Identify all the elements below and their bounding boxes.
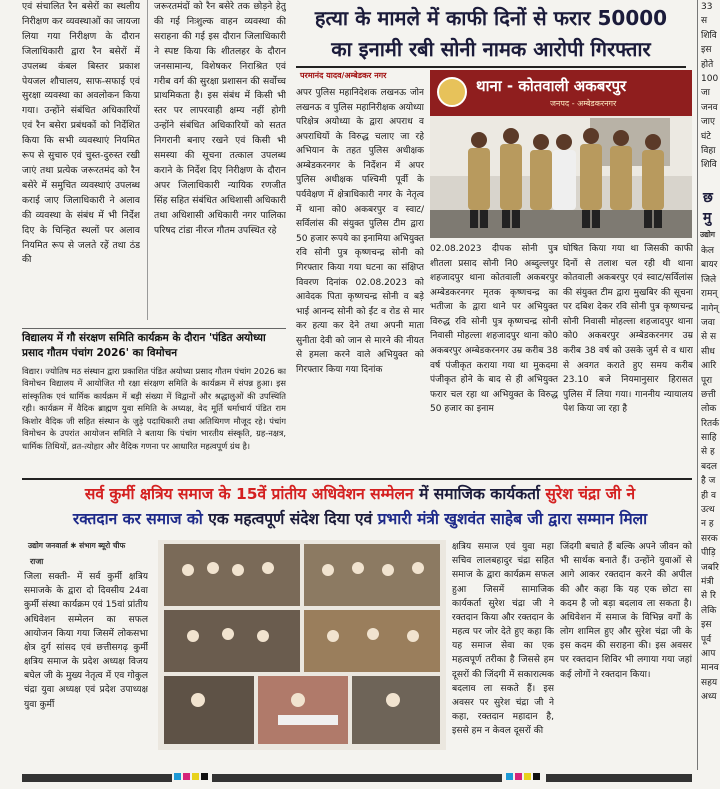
right-strip-big2: मु xyxy=(703,210,712,226)
middle-column-text: जरूरतमंदों को रैन बसेरे तक छोड़ने हेतु की गई निःशुल्क वाहन व्यवस्था की सराहना की गई इस दौरान जिलाधिकारी ने स्पष्ट किया कि शीतलहर के दौरान जनसामान्य, विशेषकर निराश्रित एवं गरीब वर्ग की सुरक्षा प्रशासन की सर्वोच्च प्राथमिकता है। इस संबंध में किसी भी स्तर पर लापरवाही क्षम्य नहीं होगी उन्होंने संबंधित अधिकारियों को सतत निगरानी बनाए रखने एवं किसी भी समस्या की सूचना तत्काल उपलब्ध कराने के निर्देश दिए निरीक्षण के दौरान अपर जिलाधिकारी न्यायिक रणजीत सिंह सहित संबंधित अधिशासी अधिकारी तथा अधिशासी अधिकारी नगर पालिका परिषद टांडा नीरज गौतम उपस्थित रहे xyxy=(154,1,286,236)
headline-rule xyxy=(296,66,686,68)
print-bar-mid xyxy=(212,774,502,782)
police-sign-line1: थाना - कोतवाली अकबरपुर xyxy=(476,77,627,95)
kurmi-headline-line1 xyxy=(22,484,698,504)
section-divider xyxy=(22,478,692,480)
kurmi-col1: जिला सक्ती- में सर्व कुर्मी क्षत्रिय समाजके के द्वारा दो दिवसीय 24वा कुर्मी संस्था कार्यक्रम एवं 15वां प्रांतीय अधिवेशन सम्मेलन का सफल आयोजन किया गया जिसमें लोकसभा क्षेत्र दुर्ग सांसद एवं छत्तीसगढ़ कुर्मी क्षत्रिय समाज के प्रदेश अध्यक्ष विजय बघेल जी के मुख्य नेतृत्व में एव गोकुल चंद्रा युवा अध्यक्ष एवं प्रदेश उपाध्यक्ष युवा कुर्मी xyxy=(24,572,148,710)
right-strip-big1: छ xyxy=(703,190,713,206)
magenta-mark xyxy=(515,773,522,780)
print-bar-left xyxy=(22,774,172,782)
left-column-text: एवं संचालित रैन बसेरों का स्थलीय निरीक्षण कर व्यवस्थाओं का जायजा लिया गया निरीक्षण के दौरान जिलाधिकारी द्वारा रैन बसेरों में उपलब्ध कंबल बिस्तर प्रकाश पेयजल शौचालय, साफ-सफाई एवं सुरक्षा व्यवस्था का अवलोकन किया गया। उन्होंने संबंधित अधिकारियों एवं रैन बसेरा प्रबंधकों को निर्देशित किया कि सभी व्यवस्थाएं नियमित रूप से सुचारु एवं चुस्त-दुरुस्त रखी जाएं तथा प्रत्येक जरूरतमंद को रैन बसेरे में समुचित व्यवस्थाएं उपलब्ध कराई जाए जिलाधिकारी ने अलाव की व्यवस्था के संबंध में भी निर्देश दिए के चिन्हित स्थलों पर अलाव नियमित रूप से जलते रहें तथा ठंड की xyxy=(22,1,140,266)
cyan-mark xyxy=(506,773,513,780)
black-mark xyxy=(533,773,540,780)
story-divider xyxy=(22,328,286,329)
police-sign-line2: जनपद - अम्बेडकरनगर xyxy=(550,99,617,108)
kurmi-photo-collage xyxy=(158,540,446,750)
kurmi-headline-2a: रक्तदान कर समाज को xyxy=(72,510,203,528)
kurmi-headline-line2 xyxy=(22,509,698,529)
gau-story-body: विद्यार। ज्योतिष मठ संस्थान द्वारा प्रकाशित पंडित अयोध्या प्रसाद गौतम पंचांग 2026 का विमोचन विद्यालय में आयोजित गौ रक्षा संरक्षण समिति के कार्यक्रम में संपन्न हुआ। इस सांस्कृतिक एवं धार्मिक कार्यक्रम में बड़ी संख्या में विद्वानों और श्रद्धालुओं की उपस्थिति रही। कार्यक्रम में वैदिक ब्राह्मण युवा समिति के अध्यक्ष, वेद मूर्ति धर्माचार्य पंडित राम किशोर वैदिक जी सहित संस्थान के जुड़े पदाधिकारी तथा अतिथिगण मौजूद रहे। पंचांग विमोचन के उपरांत आयोजन समिति ने बताया कि पंचांग भारतीय संस्कृति, ग्रह-नक्षत्र, धार्मिक तिथियों, व्रत-त्योहार और वैदिक गणना पर आधारित महत्वपूर्ण ग्रंथ है। xyxy=(22,366,286,451)
gau-story-headline: विद्यालय में गौ संरक्षण समिति कार्यक्रम के दौरान 'पंडित अयोध्या प्रसाद गौतम पंचांग 2026' का विमोचन xyxy=(22,332,266,360)
kurmi-headline-2c: प्रभारी मंत्री खुशवंत साहेब जी द्वारा सम्मान मिला xyxy=(377,510,648,528)
murder-headline-line1: हत्या के मामले में काफी दिनों से फरार 50000 xyxy=(314,6,668,30)
right-strip-top: 33 स शिवि इस होते 100 जा जनव जाए घंटे विहा शिवि xyxy=(701,2,719,170)
police-photo xyxy=(430,70,692,238)
black-mark xyxy=(201,773,208,780)
column-divider xyxy=(147,0,148,320)
murder-headline-line2: का इनामी रबी सोनी नामक आरोपी गिरफ्तार xyxy=(331,37,651,61)
right-strip-divider xyxy=(697,0,698,770)
murder-col2: 02.08.2023 दीपक सोनी पुत्र शीतला प्रसाद सोनी नि0 अब्दुल्लपुर शहजादपुर थाना कोतवाली अकबरपुर अम्बेडकरनगर मृतक कृष्णचन्द्र का भतीजा के द्वारा थाने पर अभियुक्त विरुद्ध रवि सोनी पुत्र कृष्णचन्द्र सोनी निवासी मोहल्ला शहजादपुर थाना को0 अकबरपुर अम्बेडकरनगर उम्र करीब 38 वर्ष पंजीकृत कराया गया था मुकदमा पंजीकृत होने के बाद से ही अभियुक्त फरार चल रहा था अभियुक्त के विरुद्ध 50 हजार का इनाम xyxy=(430,244,558,415)
yellow-mark xyxy=(192,773,199,780)
kurmi-col3: जिंदगी बचाते हैं बल्कि अपने जीवन को भी सार्थक बनाते हैं। उन्होंने युवाओं से आगे आकर रक्तदान करने की अपील की और कहा कि यह एक छोटा सा कदम है जो बड़ा बदलाव ला सकता है। अधिवेशन में समाज के विभिन्न वर्गों के लोग शामिल हुए और सुरेश चंद्रा जी के इस कदम की सराहना की। इस अवसर पर रक्तदान शिविर भी लगाया गया जहां कई लोगों ने रक्तदान किया। xyxy=(560,542,692,680)
murder-col1: अपर पुलिस महानिदेशक लखनऊ जोन लखनऊ व पुलिस महानिरीक्षक अयोध्या परिक्षेत्र अयोध्या के द्वारा अपराध व अपराधियों के विरुद्ध चलाए जा रहे अभियान के तहत पुलिस अधीक्षक अम्बेडकरनगर के निर्देशन में अपर पुलिस अधीक्षक पश्चिमी पूर्वी के पर्यवेक्षण में क्षेत्राधिकारी नगर के नेतृत्व में थाना को0 अकबरपुर व स्वाट/सर्विलांस की संयुक्त पुलिस टीम द्वारा 50 हजार रूपये का इनामिया अभियुक्त रवि सोनी पुत्र कृष्णचन्द्र सोनी को गिरफ्तार किया गया घटना का संक्षिप्त विवरण दिनांक 02.08.2023 को आवेदक पिता कृष्णचन्द्र सोनी व बड़े भाई आनन्द सोनी को ईंट व रोड से मार कर हत्या कर देने तथा अपनी माता सुनीता देवी को जान से मारने की नीयत से हमला करने वाले अभियुक्त को गिरफ्तार किया गया दिनांक xyxy=(296,88,424,375)
print-registration-dots-right xyxy=(506,773,540,780)
magenta-mark xyxy=(183,773,190,780)
kurmi-headline-1a: सर्व कुर्मी क्षत्रिय समाज के 15वें प्रांतीय अधिवेशन सम्मेलन xyxy=(84,485,414,503)
print-registration-dots-left xyxy=(174,773,208,780)
kurmi-col2: क्षत्रिय समाज एवं युवा महा सचिव लालबहादुर चंद्रा सहित समाज के द्वारा कार्यक्रम सफल हुआ जिसमें सामाजिक कार्यकर्ता सुरेश चंद्रा जी ने रक्तदान किया और रक्तदान के महत्व पर जोर देते हुए कहा कि यह समाज सेवा का एक महत्वपूर्ण तरीका है जिससे हम दूसरों की जिंदगी में सकारात्मक बदलाव ला सकते हैं। इस अवसर पर सुरेश चंद्रा जी ने कहा, रक्तदान महादान है, इससे हम न केवल दूसरों की xyxy=(452,542,554,737)
murder-col3: घोषित किया गया था जिसकी काफी दिनों से तलाश चल रही थी थाना कोतवाली अकबरपुर एवं स्वाट/सर्विलांस की संयुक्त टीम द्वारा मुखबिर की सूचना पर दबिश देकर रवि सोनी पुत्र कृष्णचन्द्र सोनी निवासी मोहल्ला शहजादपुर थाना को0 अकबरपुर अम्बेडकरनगर उम्र करीब 38 वर्ष को उसके जुर्म से व धारा से अवगत कराते हुए समय करीब 23.10 बजे नियमानुसार हिरासत पुलिस में लिया गया। गाननीय न्यायालय पेश किया जा रहा है xyxy=(563,244,693,415)
kurmi-subbyline: राजा xyxy=(30,557,44,566)
cyan-mark xyxy=(174,773,181,780)
right-strip-byline: उद्योग xyxy=(700,230,715,239)
kurmi-photo-image xyxy=(158,540,446,750)
police-emblem-icon xyxy=(438,78,466,106)
kurmi-headline-1c: सुरेश चंद्रा जी ने xyxy=(545,485,636,503)
kurmi-headline-1b: में समाजिक कार्यकर्ता xyxy=(413,485,546,503)
yellow-mark xyxy=(524,773,531,780)
print-bar-right xyxy=(546,774,692,782)
kurmi-byline: उद्योग जनवार्ता ✱ संभाग ब्यूरो चीफ xyxy=(28,541,126,550)
murder-byline: परमानंद यादव/अम्बेडकर नगर xyxy=(300,71,387,80)
right-strip-mid: केल बायर जिले रामन् नागेन् जवा से स सीध आरि पूरा छत्ती लोक रितर्क साहि से ह बदल है ज ही व उत्थ न ह सरक पीड़ि जबरि मंत्री से रि लेकि इस पूर्व आप मानव सहय अध्य xyxy=(701,246,720,703)
kurmi-headline-2b: एक महत्वपूर्ण संदेश दिया एवं xyxy=(202,510,378,528)
